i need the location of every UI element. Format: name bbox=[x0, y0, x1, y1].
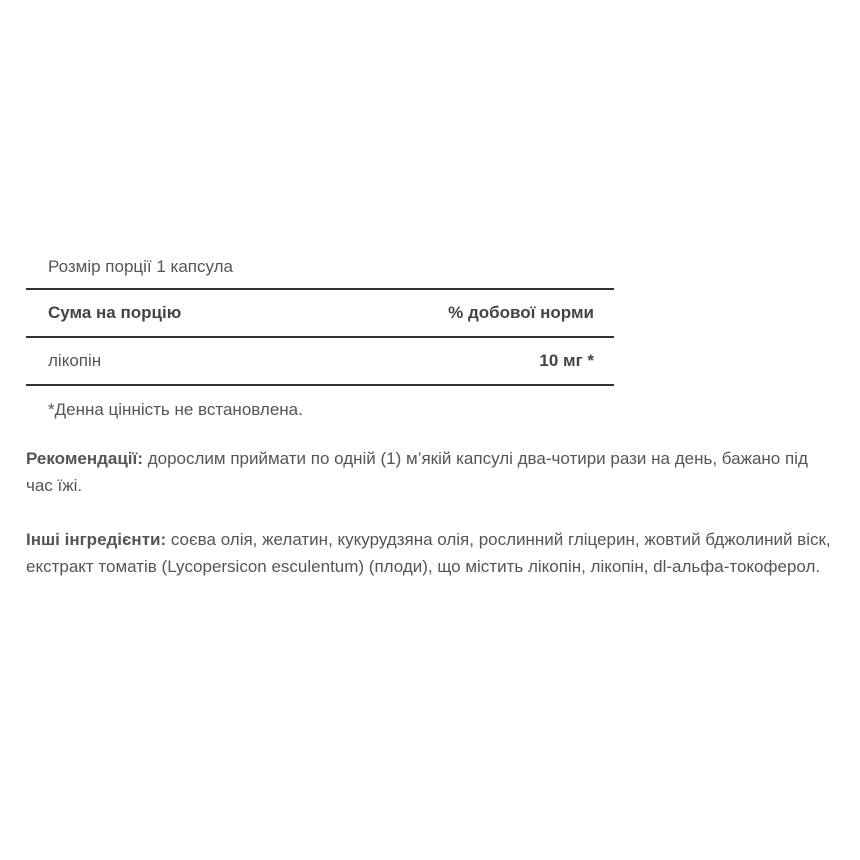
nutrient-amount: 10 мг * bbox=[539, 351, 594, 370]
nutrient-name: лікопін bbox=[48, 351, 102, 370]
other-ingredients-text: соєва олія, желатин, кукурудзяна олія, рослинний гліцерин, жовтий бджолиний віск, екстракт томатів (Lycopersicon esculentum) (плоди), що містить лікопін, лікопін, dl-альфа-токоферол. bbox=[26, 530, 831, 576]
amount-per-serving-header: Сума на порцію bbox=[48, 303, 182, 322]
other-ingredients-paragraph bbox=[26, 526, 836, 580]
recommendations-paragraph bbox=[26, 445, 836, 499]
facts-header-row bbox=[26, 288, 614, 336]
recommendations-text: дорослим приймати по одній (1) м’якій капсулі два-чотири рази на день, бажано під час їжі. bbox=[26, 449, 808, 495]
daily-value-footnote: *Денна цінність не встановлена. bbox=[48, 400, 303, 419]
daily-value-header: % добової норми bbox=[448, 303, 594, 322]
facts-row-lycopene bbox=[26, 336, 614, 386]
serving-size: Розмір порції 1 капсула bbox=[48, 257, 234, 276]
supplement-facts-table bbox=[26, 246, 614, 386]
recommendations-label: Рекомендації: bbox=[26, 449, 143, 468]
other-ingredients-label: Інші інгредієнти: bbox=[26, 530, 167, 549]
